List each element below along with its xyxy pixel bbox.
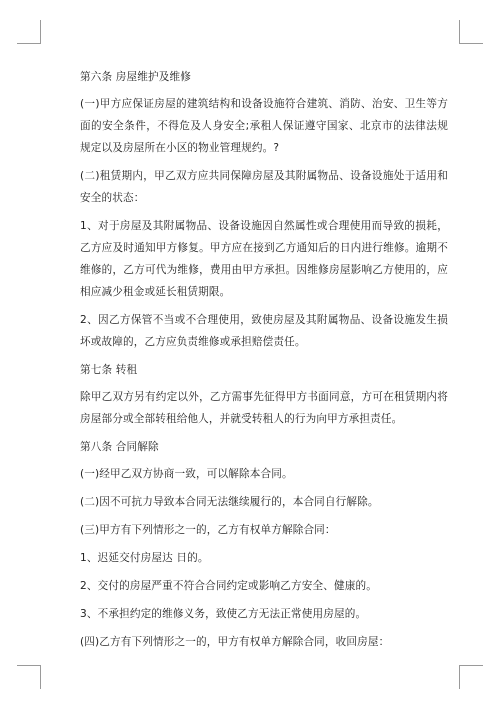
article-8-clause-3-item-3: 3、不承担约定的维修义务，致使乙方无法正常使用房屋的。 [80, 608, 367, 620]
crop-mark-top-left-vertical [40, 20, 41, 44]
article-8-clause-1: (一)经甲乙双方协商一致，可以解除本合同。 [80, 468, 293, 480]
article-6-heading: 第六条 房屋维护及维修 [80, 71, 191, 83]
document-body [80, 66, 448, 659]
article-8-clause-3: (三)甲方有下列情形之一的，乙方有权单方解除合同： [80, 524, 336, 536]
crop-mark-bottom-left-horizontal [17, 665, 41, 666]
crop-mark-bottom-left-vertical [40, 665, 41, 689]
article-8-clause-2: (二)因不可抗力导致本合同无法继续履行的，本合同自行解除。 [80, 496, 379, 508]
crop-mark-bottom-right-horizontal [459, 665, 483, 666]
crop-mark-top-right-horizontal [459, 43, 483, 44]
article-6-clause-2: (二)租赁期内，甲乙双方应共同保障房屋及其附属物品、设备设施处于适用和安全的状态： [80, 170, 448, 204]
crop-mark-top-left-horizontal [17, 43, 41, 44]
article-6-clause-2-item-2: 2、因乙方保管不当或不合理使用，致使房屋及其附属物品、设备设施发生损坏或故障的，乙方应负责维修或承担赔偿责任。 [80, 314, 448, 348]
article-7-body: 除甲乙双方另有约定以外，乙方需事先征得甲方书面同意，方可在租赁期内将房屋部分或全部转租给他人，并就受转租人的行为向甲方承担责任。 [80, 391, 448, 425]
article-8-clause-3-item-1: 1、迟延交付房屋达 日的。 [80, 552, 209, 564]
article-7-heading: 第七条 转租 [80, 364, 138, 376]
article-8-heading: 第八条 合同解除 [80, 441, 159, 453]
article-6-clause-1: (一)甲方应保证房屋的建筑结构和设备设施符合建筑、消防、治安、卫生等方面的安全条件，不得危及人身安全;承租人保证遵守国家、北京市的法律法规规定以及房屋所在小区的物业管理规约。? [80, 98, 448, 154]
crop-mark-top-right-vertical [459, 20, 460, 44]
crop-mark-bottom-right-vertical [459, 665, 460, 689]
article-6-clause-2-item-1: 1、对于房屋及其附属物品、设备设施因自然属性或合理使用而导致的损耗，乙方应及时通知甲方修复。甲方应在接到乙方通知后的日内进行维修。逾期不维修的，乙方可代为维修，费用由甲方承担。因维修房屋影响乙方使用的，应相应减少租金或延长租赁期限。 [80, 220, 448, 298]
article-8-clause-3-item-2: 2、交付的房屋严重不符合合同约定或影响乙方安全、健康的。 [80, 580, 377, 592]
article-8-clause-4: (四)乙方有下列情形之一的，甲方有权单方解除合同，收回房屋： [80, 636, 390, 648]
